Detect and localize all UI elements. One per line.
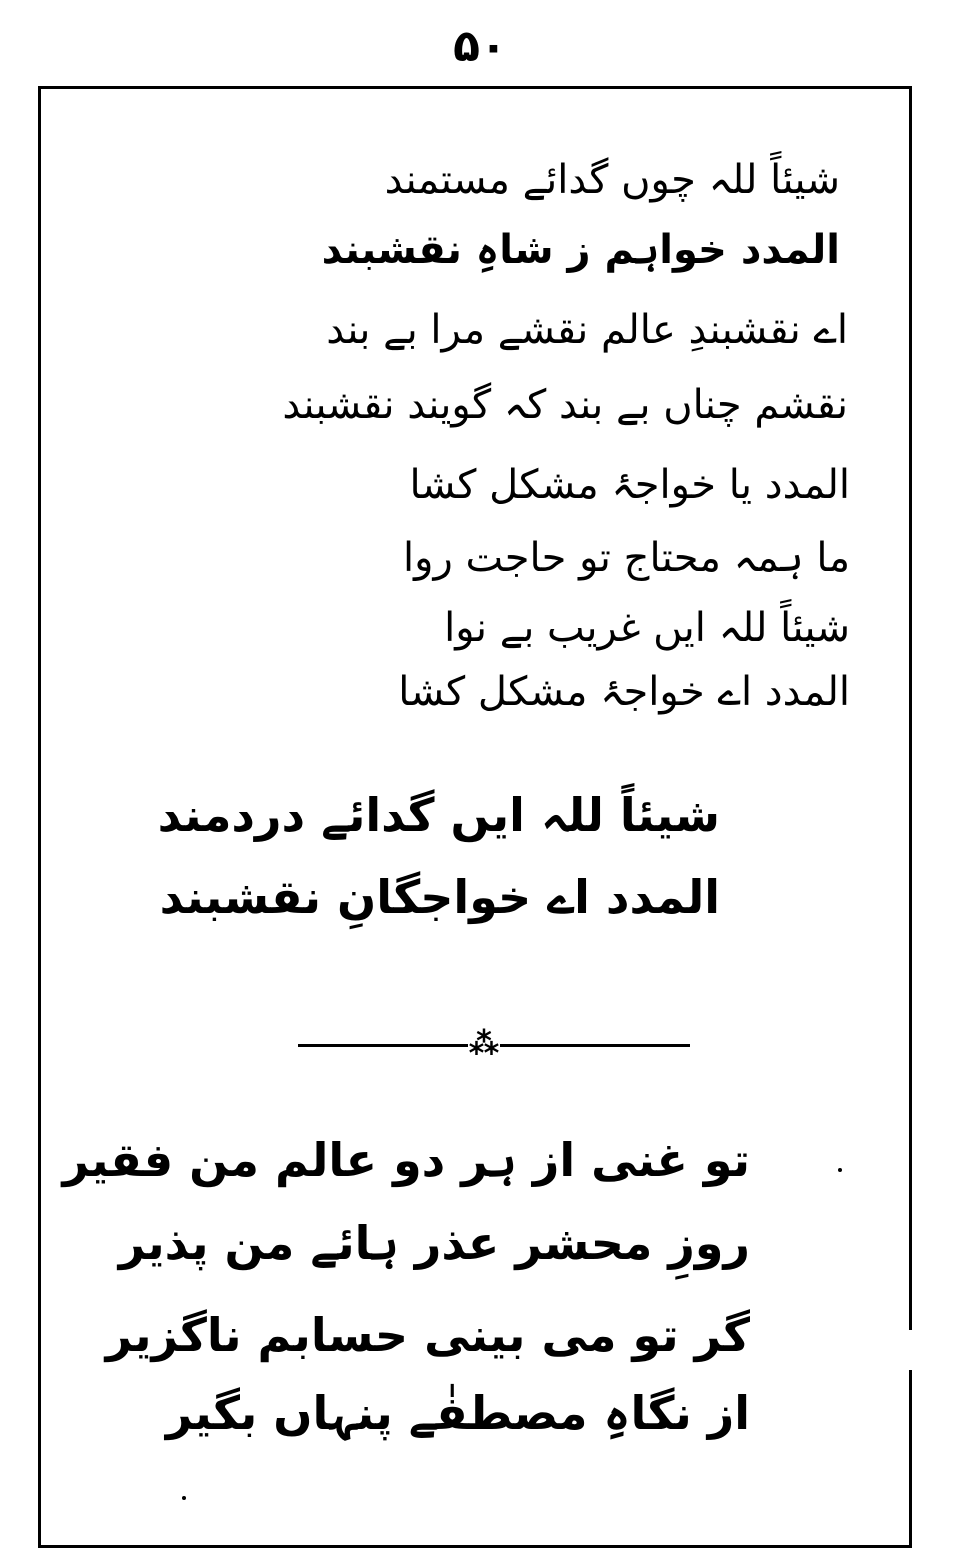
divider-ornament-icon: ⁂ — [468, 1027, 500, 1062]
page-frame-gap — [905, 1330, 915, 1370]
divider-rule-right — [500, 1044, 690, 1047]
scan-speck — [838, 1168, 842, 1172]
verse-line: شیئاً للہ ایں غریب بے نوا — [444, 605, 850, 651]
verse-line: روزِ محشر عذر ہائے من پذیر — [118, 1216, 750, 1270]
verse-line: المدد اے خواجۂ مشکل کشا — [398, 669, 850, 715]
verse-line: تو غنی از ہر دو عالم من فقیر — [62, 1133, 750, 1187]
verse-line: المدد اے خواجگانِ نقشبند — [159, 870, 720, 924]
verse-line: گر تو می بینی حسابم ناگزیر — [105, 1308, 750, 1362]
divider-rule-left — [298, 1044, 468, 1047]
page-number: ۵۰ — [453, 21, 507, 72]
verse-line: المدد خواہم ز شاہِ نقشبند — [321, 227, 840, 273]
verse-line: از نگاہِ مصطفٰے پنہاں بگیر — [165, 1386, 750, 1440]
verse-line: نقشم چناں بے بند کہ گویند نقشبند — [282, 382, 848, 428]
verse-line: المدد یا خواجۂ مشکل کشا — [409, 462, 850, 508]
verse-line: اے نقشبندِ عالم نقشے مرا بے بند — [326, 307, 848, 353]
page-frame-right-edge — [909, 86, 912, 1548]
verse-line: ما ہمہ محتاج تو حاجت روا — [403, 535, 850, 581]
scan-speck — [182, 1496, 186, 1500]
verse-line: شیئاً للہ ایں گدائے دردمند — [157, 788, 720, 842]
verse-line: شیئاً للہ چوں گدائے مستمند — [384, 157, 840, 203]
